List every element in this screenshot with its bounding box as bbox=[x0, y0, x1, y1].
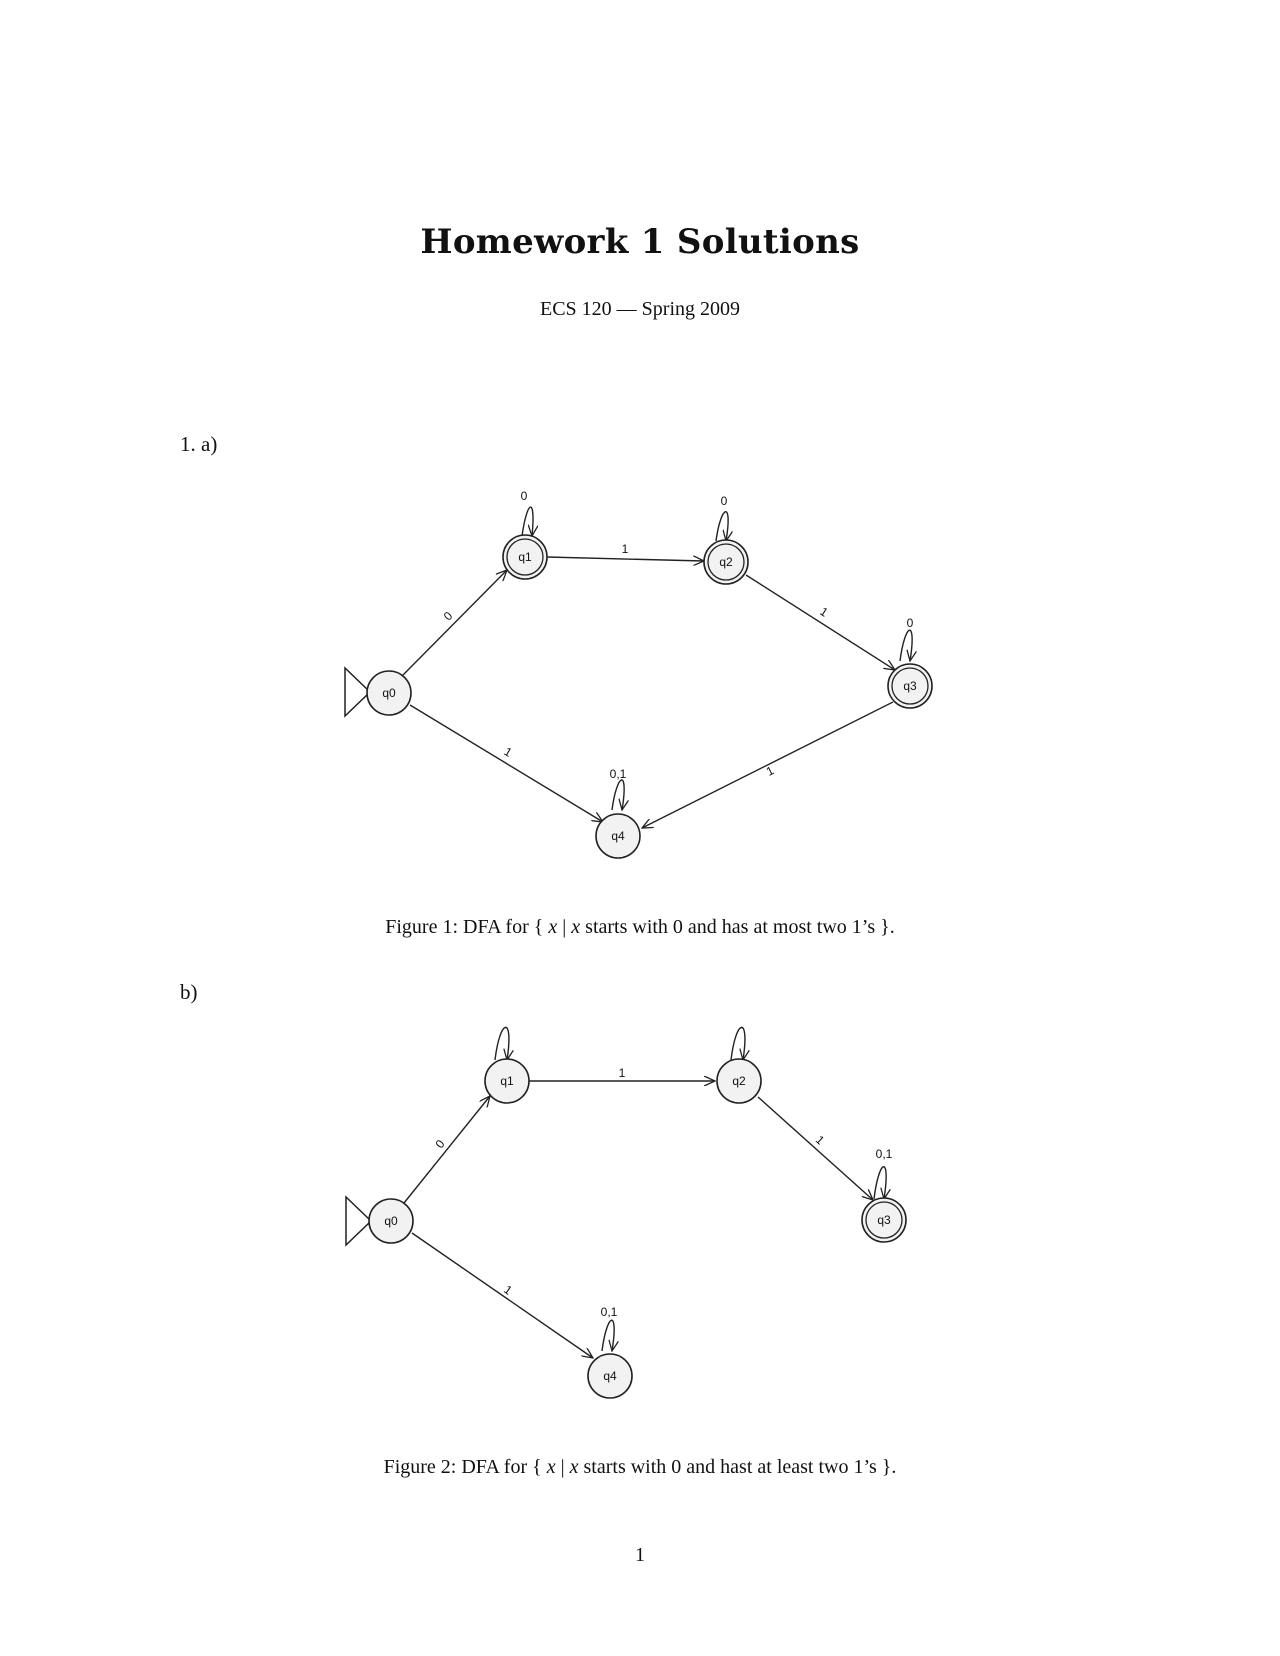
fig1-label-q4: q4 bbox=[611, 829, 625, 843]
fig2-loop-q3 bbox=[874, 1167, 886, 1199]
fig1-label-q2: q2 bbox=[719, 555, 733, 569]
fig2-edgelabel-q3-loop: 0,1 bbox=[875, 1147, 893, 1161]
fig2-edgelabel-q0-q1: 0 bbox=[432, 1137, 448, 1151]
fig1-edgelabel-q0-q4: 1 bbox=[501, 744, 515, 760]
fig1-label-q0: q0 bbox=[382, 686, 396, 700]
fig2-label-q3: q3 bbox=[877, 1213, 891, 1227]
fig2-start-arrow bbox=[346, 1197, 371, 1245]
fig1-edgelabel-q3-q4: 1 bbox=[763, 763, 777, 779]
course-subtitle: ECS 120 — Spring 2009 bbox=[539, 298, 741, 320]
fig2-label-q0: q0 bbox=[384, 1214, 398, 1228]
fig2-loop-q1 bbox=[495, 1027, 509, 1060]
fig2-label-q4: q4 bbox=[603, 1369, 617, 1383]
fig2-label-q1: q1 bbox=[500, 1074, 514, 1088]
fig1-edgelabel-q0-q1: 0 bbox=[440, 608, 456, 624]
fig1-edgelabel-q1-q2: 1 bbox=[621, 542, 629, 556]
fig1-label-q1: q1 bbox=[518, 550, 532, 564]
fig1-edgelabel-q1-loop: 0 bbox=[520, 489, 528, 503]
fig2-label-q2: q2 bbox=[732, 1074, 746, 1088]
part-b-label: b) bbox=[180, 980, 198, 1004]
fig2-edge-q2-q3 bbox=[758, 1097, 873, 1200]
fig2-edgelabel-q2-q3: 1 bbox=[812, 1132, 828, 1148]
fig2-edgelabel-q1-q2: 1 bbox=[618, 1066, 626, 1080]
page-title: Homework 1 Solutions bbox=[420, 222, 860, 262]
fig1-label-q3: q3 bbox=[903, 679, 917, 693]
fig2-edgelabel-q0-q4: 1 bbox=[501, 1282, 515, 1298]
fig2-edge-q0-q4 bbox=[412, 1233, 593, 1358]
fig1-edgelabel-q2-q3: 1 bbox=[817, 604, 831, 620]
fig1-edgelabel-q3-loop: 0 bbox=[906, 616, 914, 630]
fig2-loop-q4 bbox=[602, 1320, 614, 1351]
fig2-edgelabel-q4-loop: 0,1 bbox=[600, 1305, 618, 1319]
fig1-edgelabel-q2-loop: 0 bbox=[720, 494, 728, 508]
fig1-edgelabel-q4-loop: 0,1 bbox=[609, 767, 627, 781]
figure2-caption: Figure 2: DFA for { x | x starts with 0 and hast at least two 1’s }. bbox=[383, 1456, 897, 1478]
figure1-caption: Figure 1: DFA for { x | x starts with 0 and has at most two 1’s }. bbox=[385, 916, 895, 938]
part-a-label: 1. a) bbox=[180, 432, 218, 456]
fig2-loop-q2 bbox=[731, 1027, 745, 1060]
fig2-edge-q0-q1 bbox=[404, 1096, 490, 1203]
page-number: 1 bbox=[635, 1544, 645, 1566]
